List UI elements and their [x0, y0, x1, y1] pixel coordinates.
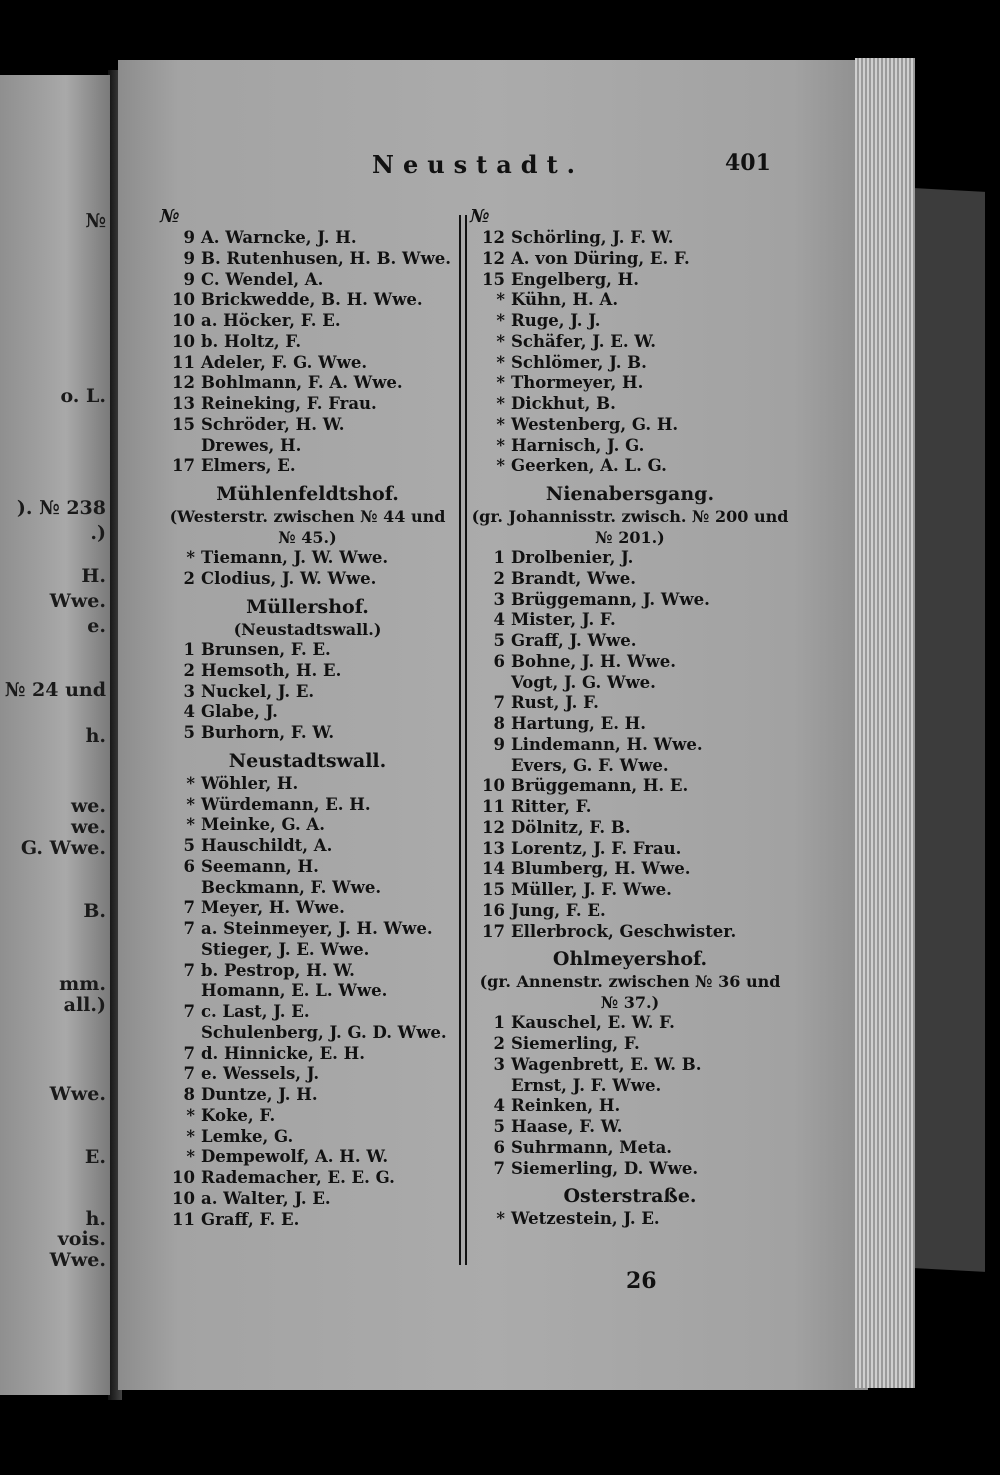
resident-name: Rademacher, E. E. G. [201, 1168, 395, 1187]
resident-name: Siemerling, D. Wwe. [511, 1158, 699, 1178]
house-number: 12 [482, 817, 505, 837]
house-number: 8 [493, 714, 505, 733]
resident-name: Lemke, G. [201, 1126, 294, 1146]
facing-page-text: o. L. [60, 385, 106, 407]
house-number: 12 [482, 248, 505, 268]
house-number: 13 [172, 394, 195, 413]
section-note: (Westerstr. zwischen № 44 und № 45.) [169, 507, 446, 547]
house-number: 11 [172, 352, 195, 372]
facing-page-text: e. [87, 615, 106, 637]
resident-name: Adeler, F. G. Wwe. [201, 352, 368, 372]
list-item [160, 1085, 455, 1106]
resident-name: Koke, F. [201, 1105, 276, 1125]
house-number: 14 [482, 859, 505, 879]
list-item [160, 373, 455, 394]
list-item [470, 756, 790, 777]
house-number: * [496, 311, 505, 330]
column-divider [459, 215, 467, 1265]
resident-name: Beckmann, F. Wwe. [201, 877, 382, 897]
resident-name: Elmers, E. [201, 456, 296, 476]
list-item [470, 548, 790, 569]
resident-name: Siemerling, F. [511, 1034, 640, 1053]
resident-name: Wetzestein, J. E. [511, 1209, 660, 1229]
house-number [160, 1023, 201, 1044]
facing-page-text: h. [85, 1208, 106, 1230]
list-item [160, 702, 455, 723]
list-item [470, 1013, 790, 1034]
house-number: * [496, 290, 505, 310]
resident-name: Ritter, F. [511, 797, 592, 816]
resident-name: Hauschildt, A. [201, 836, 333, 855]
house-number: * [496, 373, 505, 393]
list-item [160, 270, 455, 291]
list-item [160, 878, 455, 899]
house-number: 10 [172, 1188, 195, 1208]
house-number: 4 [493, 610, 505, 630]
resident-name: Dickhut, B. [511, 394, 616, 413]
resident-name: B. Rutenhusen, H. B. Wwe. [201, 248, 452, 268]
facing-page-text: we. [70, 795, 106, 817]
resident-name: Harnisch, J. G. [511, 435, 645, 455]
house-number: 1 [493, 1013, 505, 1033]
house-number: * [186, 1126, 195, 1146]
house-number: 9 [183, 228, 195, 247]
list-item [470, 1209, 790, 1230]
house-number: 7 [493, 1158, 505, 1178]
list-item [470, 797, 790, 818]
house-number: 3 [493, 1054, 505, 1074]
house-number: 15 [482, 880, 505, 899]
resident-name: Burhorn, F. W. [201, 723, 335, 742]
house-number: 5 [183, 836, 195, 855]
list-item [470, 394, 790, 415]
resident-name: Drolbenier, J. [511, 548, 634, 567]
list-item [470, 652, 790, 673]
house-number: * [496, 435, 505, 455]
house-number [470, 756, 511, 777]
resident-name: Clodius, J. W. Wwe. [201, 568, 377, 588]
facing-page-text: B. [83, 900, 106, 922]
facing-page-text: № 24 und [4, 679, 106, 701]
list-item [160, 1002, 455, 1023]
list-item [470, 714, 790, 735]
house-number: 1 [183, 640, 195, 659]
resident-name: Brunsen, F. E. [201, 640, 331, 659]
resident-name: Reinken, H. [511, 1096, 621, 1116]
house-number: 7 [183, 1064, 195, 1084]
house-number [470, 1076, 511, 1097]
resident-name: Glabe, J. [201, 702, 278, 722]
list-item [470, 880, 790, 901]
resident-name: Suhrmann, Meta. [511, 1137, 673, 1157]
house-number: * [496, 456, 505, 476]
house-number [470, 673, 511, 694]
resident-name: C. Wendel, A. [201, 269, 324, 289]
resident-name: Müller, J. F. Wwe. [511, 880, 672, 899]
resident-name: Wöhler, H. [201, 773, 299, 793]
resident-name: Blumberg, H. Wwe. [511, 859, 691, 879]
resident-name: Dempewolf, A. H. W. [201, 1147, 389, 1167]
list-item [160, 1189, 455, 1210]
resident-name: Jung, F. E. [511, 900, 606, 920]
house-number: * [186, 548, 195, 567]
section-note: (gr. Annenstr. zwischen № 36 und № 37.) [479, 972, 781, 1012]
page-edges [855, 58, 915, 1388]
house-number: 10 [172, 331, 195, 351]
house-number: 4 [183, 702, 195, 722]
list-item [160, 1044, 455, 1065]
facing-page-text: Wwe. [49, 590, 106, 612]
list-item [160, 919, 455, 940]
page-number: 401 [725, 150, 771, 176]
facing-page-text: E. [84, 1146, 106, 1168]
list-item [160, 569, 455, 590]
background-scrap [915, 188, 985, 1272]
facing-page-text: Wwe. [49, 1249, 106, 1271]
resident-name: Graff, F. E. [201, 1209, 300, 1229]
list-item [470, 818, 790, 839]
house-number: 7 [183, 898, 195, 918]
resident-name: Graff, J. Wwe. [511, 631, 637, 650]
house-number: 9 [183, 269, 195, 289]
resident-name: Meyer, H. Wwe. [201, 898, 345, 918]
facing-page-text: № [85, 210, 106, 232]
house-number: 12 [172, 373, 195, 393]
resident-name: Dölnitz, F. B. [511, 817, 631, 837]
list-item [470, 415, 790, 436]
house-number: 11 [482, 797, 505, 816]
list-item [470, 1138, 790, 1159]
numero-mark: № [160, 206, 180, 227]
house-number: 10 [482, 776, 505, 796]
list-item [470, 228, 790, 249]
resident-name: Schörling, J. F. W. [511, 228, 674, 247]
house-number: 10 [172, 311, 195, 330]
list-item [160, 1210, 455, 1231]
facing-page-text: ). № 238 [16, 497, 106, 519]
facing-page-text: mm. [59, 973, 106, 995]
list-item [470, 456, 790, 477]
list-item [470, 569, 790, 590]
facing-page-text: we. [70, 816, 106, 838]
list-item [160, 415, 455, 436]
facing-page-text: H. [81, 565, 106, 587]
resident-name: Rust, J. F. [511, 693, 599, 713]
house-number: 6 [493, 1137, 505, 1157]
list-item [160, 456, 455, 477]
resident-name: Drewes, H. [201, 435, 302, 455]
house-number: 10 [172, 290, 195, 310]
list-item [160, 857, 455, 878]
resident-name: a. Höcker, F. E. [201, 311, 341, 330]
resident-name: Hemsoth, H. E. [201, 660, 342, 680]
list-item [470, 590, 790, 611]
resident-name: Ernst, J. F. Wwe. [511, 1075, 662, 1095]
section-title: Mühlenfeldtshof. [216, 483, 399, 505]
list-item [470, 673, 790, 694]
list-item [160, 228, 455, 249]
house-number: 15 [172, 414, 195, 434]
house-number: * [186, 773, 195, 793]
house-number: 2 [183, 568, 195, 588]
resident-name: A. von Düring, E. F. [511, 248, 690, 268]
list-item [160, 795, 455, 816]
resident-name: Homann, E. L. Wwe. [201, 981, 388, 1001]
resident-name: Schäfer, J. E. W. [511, 331, 657, 351]
house-number: * [186, 815, 195, 835]
list-item [160, 1147, 455, 1168]
house-number: 7 [183, 1002, 195, 1021]
facing-page-text: Wwe. [49, 1083, 106, 1105]
resident-name: c. Last, J. E. [201, 1002, 310, 1021]
resident-name: A. Warncke, J. H. [201, 228, 357, 247]
resident-name: Thormeyer, H. [511, 373, 644, 393]
resident-name: Mister, J. F. [511, 610, 616, 630]
resident-name: Wagenbrett, E. W. B. [511, 1054, 702, 1074]
list-item [160, 815, 455, 836]
list-item [470, 373, 790, 394]
house-number: * [496, 331, 505, 351]
house-number: 7 [493, 693, 505, 713]
resident-name: Schröder, H. W. [201, 414, 345, 434]
house-number: 15 [482, 269, 505, 289]
list-item [470, 693, 790, 714]
facing-page-text: .) [90, 522, 106, 544]
list-item [470, 270, 790, 291]
list-item [160, 1168, 455, 1189]
resident-name: Würdemann, E. H. [201, 794, 371, 814]
list-item [470, 290, 790, 311]
list-item [470, 1117, 790, 1138]
numero-mark: № [470, 206, 490, 227]
house-number: 3 [493, 589, 505, 609]
running-header: Neustadt. [372, 150, 585, 179]
list-item [470, 1096, 790, 1117]
list-item [470, 735, 790, 756]
list-item [160, 898, 455, 919]
left-column [160, 206, 455, 1230]
list-item [160, 353, 455, 374]
house-number: * [496, 414, 505, 434]
list-item [160, 661, 455, 682]
house-number: 9 [183, 248, 195, 268]
facing-page-text: G. Wwe. [20, 837, 106, 859]
house-number: * [186, 794, 195, 814]
section-title: Nienabersgang. [545, 483, 715, 505]
list-item [160, 723, 455, 744]
resident-name: Nuckel, J. E. [201, 681, 315, 701]
list-item [470, 353, 790, 374]
section-note: (Neustadtswall.) [233, 619, 382, 639]
resident-name: Brandt, Wwe. [511, 568, 636, 588]
resident-name: b. Pestrop, H. W. [201, 960, 355, 980]
resident-name: Vogt, J. G. Wwe. [511, 672, 656, 692]
house-number: 5 [183, 723, 195, 742]
list-item [160, 548, 455, 569]
house-number: 5 [493, 1117, 505, 1136]
section-title: Ohlmeyershof. [552, 948, 708, 971]
section-title: Müllershof. [246, 595, 369, 618]
resident-name: Engelberg, H. [511, 269, 639, 289]
house-number: * [496, 394, 505, 413]
resident-name: Westenberg, G. H. [511, 414, 679, 434]
resident-name: Schulenberg, J. G. D. Wwe. [201, 1022, 447, 1042]
house-number: 3 [183, 681, 195, 701]
resident-name: Ellerbrock, Geschwister. [511, 921, 737, 941]
list-item [160, 981, 455, 1002]
list-item [470, 436, 790, 457]
house-number: 6 [493, 651, 505, 671]
resident-name: Schlömer, J. B. [511, 352, 647, 372]
list-item [160, 1106, 455, 1127]
list-item [470, 1076, 790, 1097]
resident-name: a. Steinmeyer, J. H. Wwe. [201, 919, 433, 938]
house-number: * [496, 352, 505, 372]
house-number: 6 [183, 856, 195, 876]
facing-page-fragment [0, 75, 110, 1395]
house-number: 1 [493, 548, 505, 567]
house-number: 7 [183, 919, 195, 938]
resident-name: Kühn, H. A. [511, 290, 619, 310]
resident-name: Seemann, H. [201, 856, 319, 876]
house-number [160, 878, 201, 899]
house-number: 17 [172, 456, 195, 476]
list-item [160, 249, 455, 270]
resident-name: Lorentz, J. F. Frau. [511, 838, 682, 858]
list-item [470, 922, 790, 943]
list-item [160, 836, 455, 857]
house-number: 16 [482, 900, 505, 920]
list-item [160, 940, 455, 961]
list-item [470, 249, 790, 270]
house-number: 12 [482, 228, 505, 247]
list-item [470, 901, 790, 922]
list-item [470, 859, 790, 880]
list-item [160, 961, 455, 982]
resident-name: Haase, F. W. [511, 1117, 623, 1136]
house-number: 5 [493, 631, 505, 650]
signature-mark: 26 [626, 1268, 657, 1294]
list-item [160, 394, 455, 415]
resident-name: Ruge, J. J. [511, 311, 601, 330]
resident-name: Tiemann, J. W. Wwe. [201, 548, 389, 567]
resident-name: Bohne, J. H. Wwe. [511, 651, 676, 671]
house-number: * [496, 1209, 505, 1229]
house-number: 11 [172, 1209, 195, 1229]
facing-page-text: vois. [57, 1228, 106, 1250]
section-title: Osterstraße. [563, 1185, 697, 1208]
list-item [470, 1159, 790, 1180]
section-note: (gr. Johannisstr. zwisch. № 200 und № 201.) [471, 507, 789, 547]
house-number: 4 [493, 1096, 505, 1116]
list-item [470, 776, 790, 797]
resident-name: Reineking, F. Frau. [201, 394, 377, 413]
house-number: 17 [482, 921, 505, 941]
house-number: 2 [183, 660, 195, 680]
house-number [160, 436, 201, 457]
resident-name: a. Walter, J. E. [201, 1188, 331, 1208]
list-item [160, 774, 455, 795]
house-number: * [186, 1147, 195, 1167]
section-title: Neustadtswall. [228, 749, 387, 772]
list-item [470, 610, 790, 631]
list-item [470, 332, 790, 353]
list-item [470, 1055, 790, 1076]
house-number: * [186, 1105, 195, 1125]
list-item [470, 839, 790, 860]
resident-name: Brüggemann, J. Wwe. [511, 589, 710, 609]
resident-name: Kauschel, E. W. F. [511, 1013, 675, 1033]
list-item [470, 1034, 790, 1055]
resident-name: e. Wessels, J. [201, 1064, 320, 1084]
resident-name: Lindemann, H. Wwe. [511, 734, 703, 754]
list-item [160, 332, 455, 353]
house-number: 13 [482, 838, 505, 858]
resident-name: Meinke, G. A. [201, 815, 325, 835]
list-item [160, 1127, 455, 1148]
right-column [470, 206, 790, 1230]
resident-name: Evers, G. F. Wwe. [511, 755, 669, 775]
resident-name: d. Hinnicke, E. H. [201, 1043, 366, 1063]
resident-name: b. Holtz, F. [201, 331, 302, 351]
list-item [160, 436, 455, 457]
resident-name: Stieger, J. E. Wwe. [201, 939, 370, 959]
house-number: 8 [183, 1085, 195, 1104]
resident-name: Brüggemann, H. E. [511, 776, 689, 796]
resident-name: Geerken, A. L. G. [511, 456, 667, 476]
resident-name: Brickwedde, B. H. Wwe. [201, 290, 423, 310]
list-item [160, 1064, 455, 1085]
list-item [160, 1023, 455, 1044]
resident-name: Bohlmann, F. A. Wwe. [201, 373, 403, 393]
house-number: 7 [183, 960, 195, 980]
house-number: 9 [493, 734, 505, 754]
list-item [160, 311, 455, 332]
list-item [160, 640, 455, 661]
facing-page-text: all.) [63, 994, 106, 1016]
house-number: 2 [493, 1034, 505, 1053]
house-number [160, 981, 201, 1002]
list-item [470, 311, 790, 332]
list-item [470, 631, 790, 652]
house-number [160, 940, 201, 961]
facing-page-text: h. [85, 725, 106, 747]
resident-name: Hartung, E. H. [511, 714, 647, 733]
list-item [160, 290, 455, 311]
house-number: 7 [183, 1043, 195, 1063]
list-item [160, 682, 455, 703]
house-number: 10 [172, 1168, 195, 1187]
resident-name: Duntze, J. H. [201, 1085, 318, 1104]
house-number: 2 [493, 568, 505, 588]
